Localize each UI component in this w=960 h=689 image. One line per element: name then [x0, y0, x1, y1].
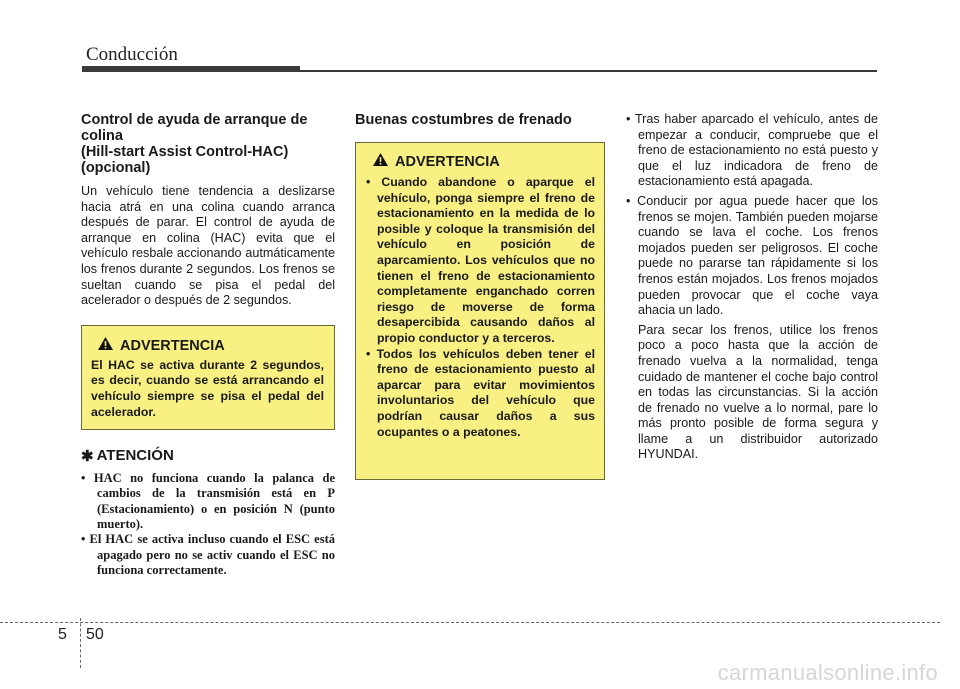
attention-title-text: ATENCIÓN	[96, 447, 174, 465]
warning-triangle-icon	[97, 336, 114, 356]
footer-dashed-rule	[0, 622, 940, 623]
hac-title-line-3: (Hill-start Assist Control-HAC)	[81, 144, 289, 160]
hac-title-line-1: Control de ayuda de arranque de	[81, 112, 308, 128]
attention-item: • HAC no funciona cuando la palanca de cambios de la transmisión está en P (Estacionamiento) o en posición N (punto muerto).	[81, 470, 335, 531]
brakes-bullet-list	[626, 112, 878, 319]
brakes-bullet-item: • Tras haber aparcado el vehículo, antes de empezar a conducir, compruebe que el freno de estacionamiento no está puesto y que el luz indicadora de freno de estacionamiento está apagada.	[626, 112, 878, 189]
hac-warning-box	[81, 325, 335, 430]
attention-title	[81, 447, 335, 465]
column-right	[626, 112, 878, 463]
footer-vertical-divider	[80, 618, 81, 668]
column-left	[81, 112, 335, 579]
hac-section-title	[81, 112, 335, 176]
brakes-warning-list	[366, 175, 595, 440]
brakes-dry-paragraph: Para secar los frenos, utilice los frenos poco a poco hasta que la acción de frenado vuelva a la normalidad, tenga cuidado de mantener el coche bajo control en todas las circunstancias. Si la acción de frenado no vuelve a lo normal, pare lo más pronto posible de forma segura y llame a un distribuidor autorizado HYUNDAI.	[638, 322, 878, 462]
page-number: 50	[86, 626, 104, 643]
header-rule-thick	[82, 66, 300, 72]
hac-warning-header	[97, 336, 324, 356]
attention-item: • El HAC se activa incluso cuando el ESC está apagado pero no se activ cuando el ESC no funciona correctamente.	[81, 532, 335, 578]
page-chapter-number: 5	[58, 626, 67, 643]
asterisk-icon: ✱	[81, 447, 94, 465]
hac-title-line-4: (opcional)	[81, 160, 151, 176]
brakes-warning-header	[372, 152, 595, 172]
column-middle	[355, 112, 605, 480]
brakes-warning-item: • Cuando abandone o aparque el vehículo, ponga siempre el freno de estacionamiento en la medida de lo posible y coloque la transmisión del vehículo en posición de aparcamiento. Los vehículos que no tienen el freno de estacionamiento completamente enganchado corren riesgo de moverse de forma desapercibida causando daños al propio conductor y a terceros.	[366, 175, 595, 345]
hac-body-text: Un vehículo tiene tendencia a deslizarse hacia atrá en una colina cuando arranca después de parar. El control de ayuda de arranque en colina (HAC) evita que el vehículo resbale accionando autmáticamente los frenos durante 2 segundos. Los frenos se sueltan cuando se pisa el pedal del acelerador o después de 2 segundos.	[81, 184, 335, 308]
brakes-bullet-item: • Conducir por agua puede hacer que los frenos se mojen. También pueden mojarse cuando se lava el coche. Los frenos mojados pueden ser peligrosos. El coche puede no pararse tan rápidamente si los frenos están mojados. Los frenos mojados pueden provocar que el coche vaya ahacia un lado.	[626, 193, 878, 318]
attention-list	[81, 471, 335, 579]
header-rule-thin	[300, 70, 877, 72]
watermark: carmanualsonline.info	[717, 660, 938, 685]
brakes-warning-item: • Todos los vehículos deben tener el freno de estacionamiento puesto al aparcar para evitar movimientos involuntarios del vehículo que podrían causar daños a sus ocupantes o a peatones.	[366, 346, 595, 439]
brakes-section-title: Buenas costumbres de frenado	[355, 112, 572, 128]
page-header-title: Conducción	[86, 44, 178, 65]
hac-title-line-2: colina	[81, 128, 123, 144]
brakes-warning-box	[355, 142, 605, 480]
hac-warning-title: ADVERTENCIA	[120, 337, 225, 354]
brakes-warning-title: ADVERTENCIA	[395, 154, 500, 170]
warning-triangle-icon	[372, 152, 389, 172]
hac-warning-text: El HAC se activa durante 2 segundos, es decir, cuando se está arrancando el vehículo siempre se pisa el pedal del acelerador.	[91, 357, 324, 419]
